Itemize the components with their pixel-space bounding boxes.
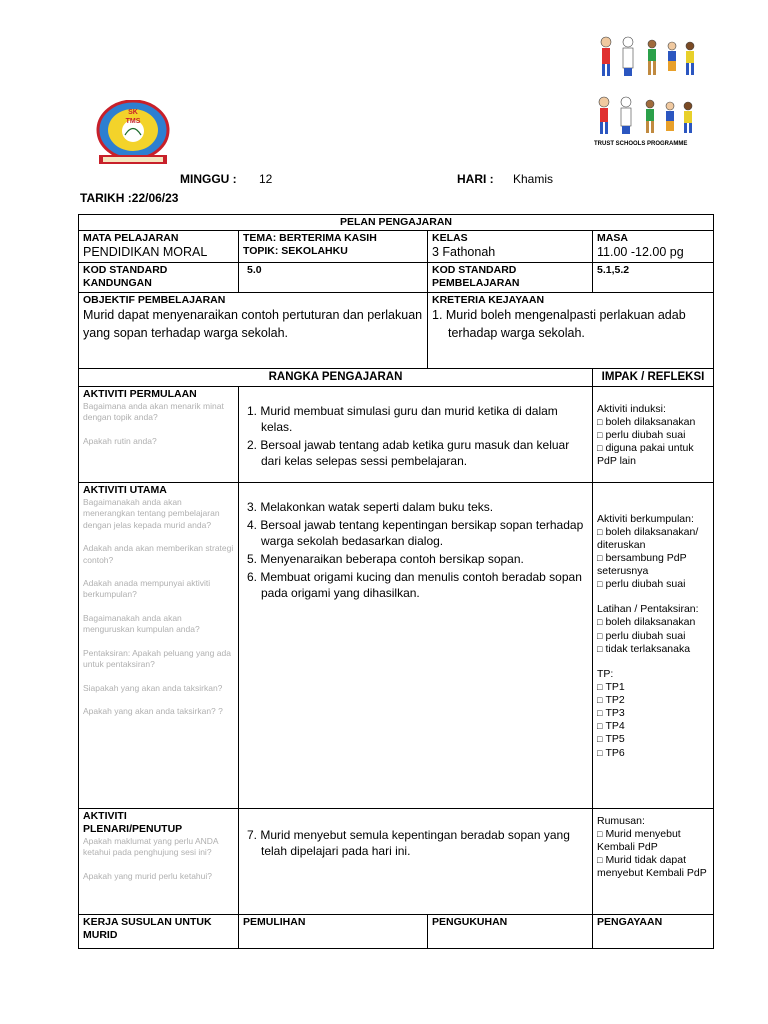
activity-item: 7. Murid menyebut semula kepentingan beradab sopan yang telah dipelajari pada hari ini.: [247, 827, 570, 858]
utama-label: AKTIVITI UTAMA: [83, 483, 167, 496]
kelas-cell: [428, 231, 593, 263]
hint-text: Siapakah yang akan anda taksirkan?: [83, 682, 223, 693]
kod-kandungan-label: KOD STANDARD KANDUNGAN: [79, 263, 239, 293]
impak-title: Aktiviti berkumpulan:: [597, 512, 694, 525]
table-title: PELAN PENGAJARAN: [79, 215, 714, 231]
pengukuhan-label: PENGUKUHAN: [428, 914, 593, 948]
activity-item: 1. Murid membuat simulasi guru dan murid ketika di dalam kelas.: [247, 403, 558, 434]
hint-text: Apakah yang murid perlu ketahui?: [83, 870, 212, 881]
tema-text: TEMA: BERTERIMA KASIH: [243, 232, 377, 245]
utama-activities: [239, 482, 593, 808]
checkbox-option: □ bersambung PdP seterusnya: [597, 552, 709, 578]
hari-label: HARI :: [457, 172, 494, 186]
checkbox-option: □ perlu diubah suai: [597, 429, 709, 442]
plenari-cell: [79, 808, 239, 914]
minggu-label: MINGGU :: [180, 172, 237, 186]
activity-item: 4. Bersoal jawab tentang kepentingan bersikap sopan terhadap warga sekolah bedasarkan dialog.: [247, 517, 584, 548]
objektif-cell: [79, 293, 428, 369]
hari-value: Khamis: [513, 172, 554, 186]
checkbox-option: □ diguna pakai untuk PdP lain: [597, 442, 709, 468]
checkbox-option: □ boleh dilaksanakan: [597, 616, 709, 629]
masa-label: MASA: [597, 232, 628, 245]
trust-schools-logo: [592, 96, 702, 148]
activity-item: 3. Melakonkan watak seperti dalam buku teks.: [247, 499, 494, 514]
permulaan-label: AKTIVITI PERMULAAN: [83, 387, 197, 400]
activity-item: 6. Membuat origami kucing dan menulis contoh beradab sopan pada origami yang dihasilkan.: [247, 570, 582, 601]
checkbox-option: □ boleh dilaksanakan/ diteruskan: [597, 526, 709, 552]
hint-text: Bagaimanakah anda akan menerangkan tentang pembelajaran dengan jelas kepada murid anda?: [83, 496, 220, 530]
hint-text: Apakah rutin anda?: [83, 435, 157, 446]
hint-text: Adakah anda akan memberikan strategi contoh?: [83, 543, 234, 565]
school-logo: [95, 100, 171, 170]
impak-label: IMPAK / REFLEKSI: [593, 369, 714, 386]
masa-value: 11.00 -12.00 pg: [597, 245, 684, 260]
kreteria-text: 1. Murid boleh mengenalpasti perlakuan adab terhadap warga sekolah.: [432, 308, 686, 340]
utama-cell: [79, 482, 239, 808]
checkbox-option: □ Murid menyebut Kembali PdP: [597, 828, 709, 854]
plenari-activities: [239, 808, 593, 914]
hint-text: Bagaimana anda akan menarik minat dengan topik anda?: [83, 400, 224, 423]
mata-pelajaran-cell: [79, 231, 239, 263]
checkbox-option: □ perlu diubah suai: [597, 578, 709, 591]
hint-text: Bagaimanakah anda akan menguruskan kumpulan anda?: [83, 612, 200, 635]
impak-title: Rumusan:: [597, 814, 645, 827]
checkbox-option: □ perlu diubah suai: [597, 630, 709, 643]
tarikh-label: TARIKH :22/06/23: [80, 191, 179, 205]
kelas-value: 3 Fathonah: [432, 245, 496, 260]
tp-option: □ TP6: [597, 747, 709, 760]
tema-cell: [239, 231, 428, 263]
permulaan-activities: [239, 386, 593, 482]
hint-text: Apakah yang akan anda taksirkan? ?: [83, 706, 223, 717]
pengayaan-label: PENGAYAAN: [593, 914, 714, 948]
kerja-susulan-label: KERJA SUSULAN UNTUK MURID: [79, 914, 239, 948]
hint-text: Adakah anada mempunyai aktiviti berkumpulan?: [83, 577, 211, 600]
lesson-plan-table: [78, 214, 714, 949]
tp-option: □ TP1: [597, 681, 709, 694]
kreteria-cell: [428, 293, 714, 369]
activity-item: 2. Bersoal jawab tentang adab ketika guru masuk dan keluar dari kelas selepas sessi pembelajaran.: [247, 437, 570, 469]
plenari-label: AKTIVITI PLENARI/PENUTUP: [83, 809, 183, 835]
checkbox-option: □ boleh dilaksanakan: [597, 416, 709, 429]
permulaan-impak: [593, 386, 714, 482]
objektif-label: OBJEKTIF PEMBELAJARAN: [83, 294, 226, 307]
checkbox-option: □ tidak terlaksanaka: [597, 643, 709, 656]
impak-title: Latihan / Pentaksiran:: [597, 603, 699, 616]
mata-pelajaran-label: MATA PELAJARAN: [83, 232, 179, 245]
tp-option: □ TP5: [597, 733, 709, 746]
rangka-label: RANGKA PENGAJARAN: [79, 369, 593, 386]
trust-schools-caption: TRUST SCHOOLS PROGRAMME: [594, 141, 688, 147]
plenari-impak: [593, 808, 714, 914]
activity-item: 5. Menyenaraikan beberapa contoh bersikap sopan.: [247, 552, 524, 567]
minggu-value: 12: [259, 172, 273, 186]
mata-pelajaran-value: PENDIDIKAN MORAL: [83, 245, 208, 260]
kod-kandungan-value: 5.0: [239, 263, 428, 293]
masa-cell: [593, 231, 714, 263]
trust-schools-figures-top: [594, 36, 698, 80]
pemulihan-label: PEMULIHAN: [239, 914, 428, 948]
kod-pembelajaran-value: 5.1,5.2: [593, 263, 714, 293]
svg-text:TMS: TMS: [125, 118, 141, 125]
kreteria-label: KRETERIA KEJAYAAN: [432, 294, 545, 307]
tp-title: TP:: [597, 667, 614, 680]
tp-option: □ TP2: [597, 694, 709, 707]
objektif-text: Murid dapat menyenaraikan contoh pertuturan dan perlakuan yang sopan terhadap warga sekolah.: [83, 308, 423, 340]
kod-pembelajaran-label: KOD STANDARD PEMBELAJARAN: [428, 263, 593, 293]
permulaan-cell: [79, 386, 239, 482]
svg-text:SK: SK: [128, 109, 138, 116]
hint-text: Apakah maklumat yang perlu ANDA ketahui pada penghujung sesi ini?: [83, 835, 219, 858]
tp-option: □ TP3: [597, 707, 709, 720]
topik-text: TOPIK: SEKOLAHKU: [243, 245, 348, 258]
utama-impak: [593, 482, 714, 808]
hint-text: Pentaksiran: Apakah peluang yang ada untuk pentaksiran?: [83, 647, 231, 670]
checkbox-option: □ Murid tidak dapat menyebut Kembali PdP: [597, 854, 709, 880]
kelas-label: KELAS: [432, 232, 468, 245]
tp-option: □ TP4: [597, 720, 709, 733]
impak-title: Aktiviti induksi:: [597, 402, 666, 415]
